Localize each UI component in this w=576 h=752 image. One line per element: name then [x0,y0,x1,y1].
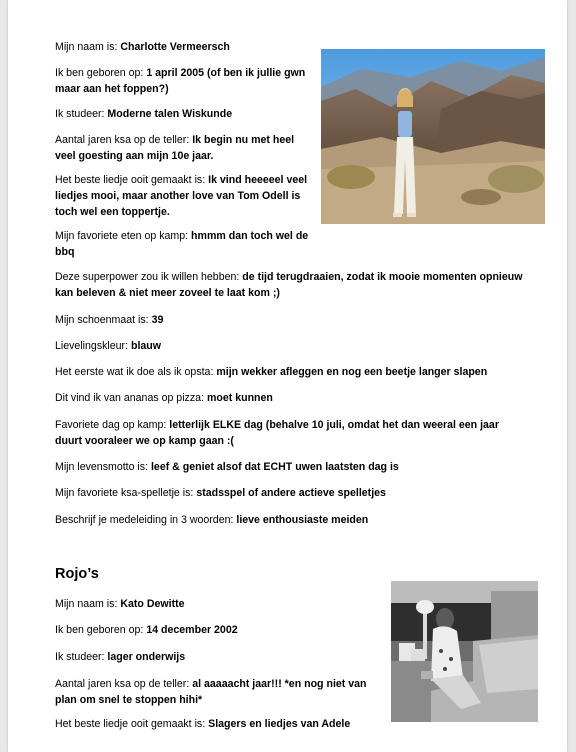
field-birthdate-2: Ik ben geboren op: 14 december 2002 [55,624,238,636]
section-heading-rojos: Rojo’s [55,566,99,582]
field-shoe-size: Mijn schoenmaat is: 39 [55,314,164,326]
document-page [8,0,567,752]
field-favorite-color: Lievelingskleur: blauw [55,340,162,352]
field-morning: Het eerste wat ik doe als ik opsta: mijn wekker afleggen en nog een beetje langer slapen [55,366,488,378]
field-years-ksa: Aantal jaren ksa op de teller: Ik begin nu met heel veel goesting aan mijn 10e jaar. [55,134,295,162]
garden-photo-image [391,581,538,722]
field-pineapple-pizza: Dit vind ik van ananas op pizza: moet kunnen [55,392,273,404]
field-favorite-camp-day: Favoriete dag op kamp: letterlijk ELKE dag (behalve 10 juli, omdat het dan weeral een jaar duurt vooraleer we op kamp gaan :( [55,419,499,447]
field-study: Ik studeer: Moderne talen Wiskunde [55,108,233,120]
field-life-motto: Mijn levensmotto is: leef & geniet alsof dat ECHT uwen laatsten dag is [55,461,399,473]
field-superpower: Deze superpower zou ik willen hebben: de tijd terugdraaien, zodat ik mooie momenten opnieuw kan beleven & niet meer zoveel te laat kom ;) [55,271,523,299]
field-study-2: Ik studeer: lager onderwijs [55,651,186,663]
field-birthdate: Ik ben geboren op: 1 april 2005 (of ben ik jullie gwn maar aan het foppen?) [55,67,306,95]
field-best-song-2: Het beste liedje ooit gemaakt is: Slagers en liedjes van Adele [55,718,351,730]
mountain-landscape-image [321,49,545,224]
field-favorite-food: Mijn favoriete eten op kamp: hmmm dan toch wel de bbq [55,230,309,258]
person-photo-garden [391,581,538,722]
field-favorite-game: Mijn favoriete ksa-spelletje is: stadsspel of andere actieve spelletjes [55,487,386,499]
field-name-2: Mijn naam is: Kato Dewitte [55,598,185,610]
field-colleagues-words: Beschrijf je medeleiding in 3 woorden: lieve enthousiaste meiden [55,514,369,526]
field-best-song: Het beste liedje ooit gemaakt is: Ik vind heeeeel veel liedjes mooi, maar another love van Tom Odell is toch wel een toppertje. [55,174,308,218]
field-name: Mijn naam is: Charlotte Vermeersch [55,41,230,53]
field-years-ksa-2: Aantal jaren ksa op de teller: al aaaaacht jaar!!! *en nog niet van plan om snel te stoppen hihi* [55,678,367,706]
person-photo-mountain [321,49,545,224]
